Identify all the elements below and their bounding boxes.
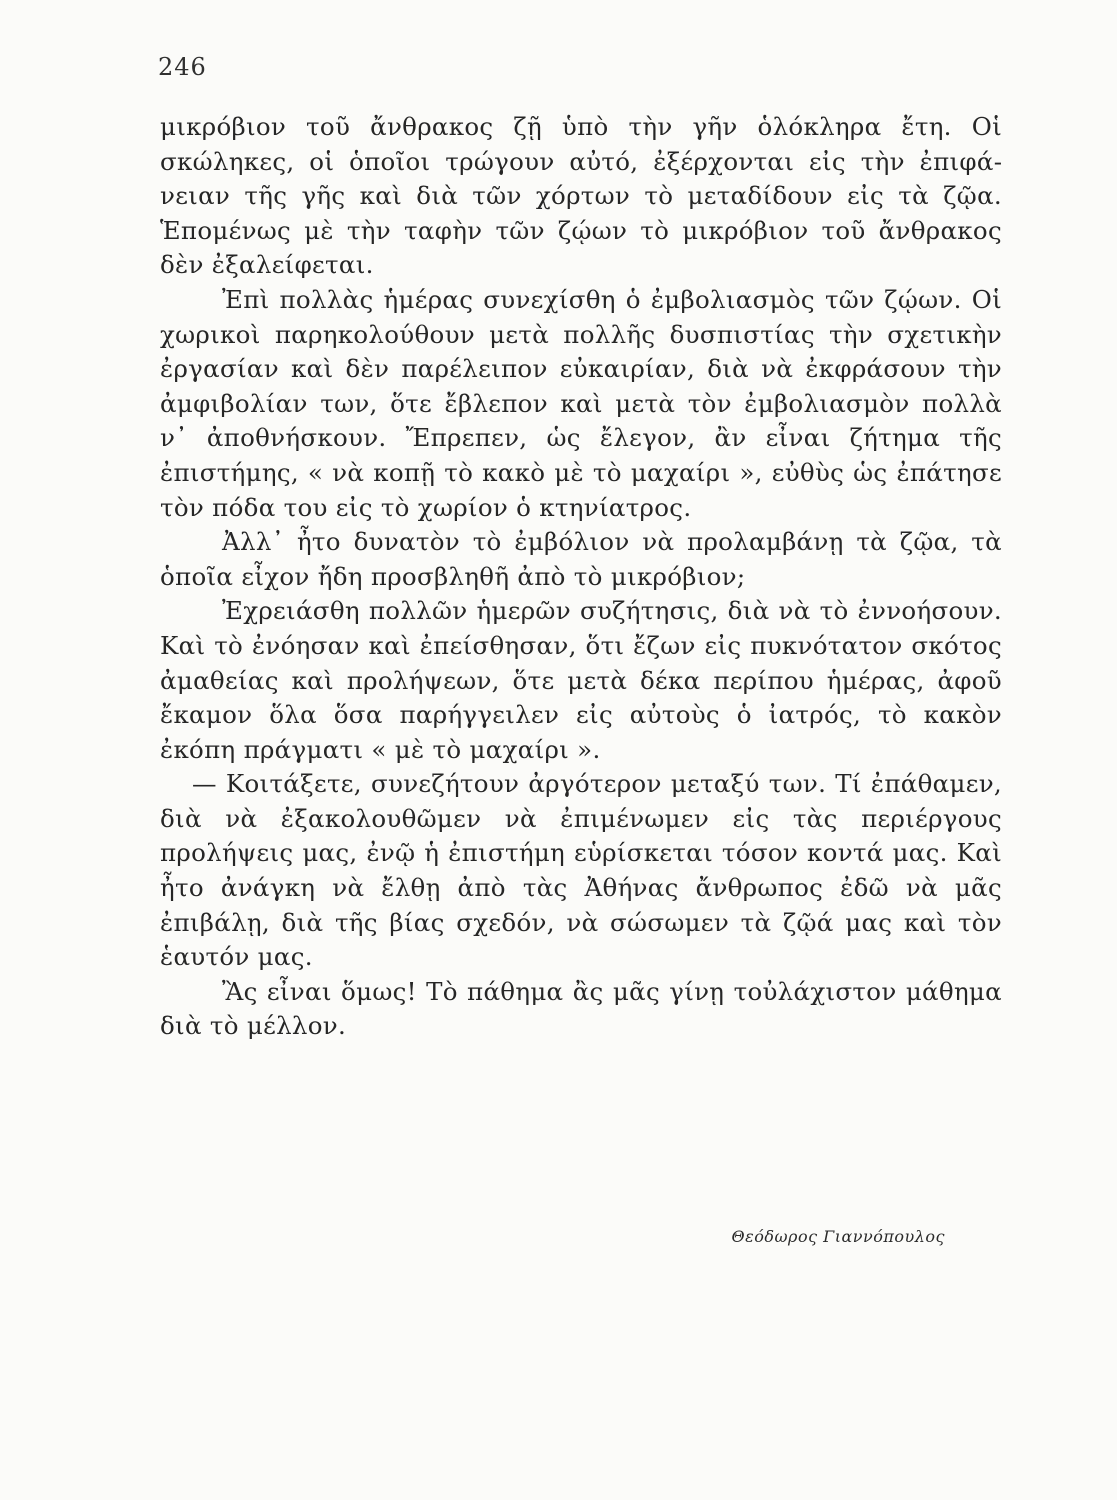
- page-body-text: [160, 110, 1002, 1044]
- paragraph-vaccine-question: Ἀλλ᾽ ἦτο δυνατὸν τὸ ἐμβόλιον νὰ προλαμβάνῃ τὰ ζῷα, τὰ ὁποῖα εἶχον ἤδη προσβληθῆ ἀπὸ τὸ μικρόβιον;: [160, 527, 1002, 591]
- paragraph-understanding: Ἐχρειάσθη πολλῶν ἡμερῶν συζήτησις, διὰ νὰ τὸ ἐννοήσουν. Καὶ τὸ ἐνόησαν καὶ ἐπείσθησαν, ὅτι ἔζων εἰς πυκνότατον σκότος ἀμαθείας καὶ προλήψεων, ὅτε μετὰ δέκα περίπου ἡμέρας, ἀφοῦ ἔκαμον ὅλα ὅσα παρήγγειλεν εἰς αὐτοὺς ὁ ἰατρός, τὸ κακὸν ἐκόπη πράγματι « μὲ τὸ μαχαίρι ».: [160, 596, 1002, 764]
- paragraph-anthrax-microbe: μικρόβιον τοῦ ἄνθρακος ζῇ ὑπὸ τὴν γῆν ὁλόκληρα ἔτη. Οἱ σκώληκες, οἱ ὁποῖοι τρώγουν αὐτό, ἐξέρχονται εἰς τὴν ἐπιφάνειαν τῆς γῆς καὶ διὰ τῶν χόρτων τὸ μεταδίδουν εἰς τὰ ζῷα. Ἑπομένως μὲ τὴν ταφὴν τῶν ζῴων τὸ μικρόβιον τοῦ ἄνθρακος δὲν ἐξαλείφεται.: [160, 112, 1002, 280]
- paragraph-closing-lesson: Ἂς εἶναι ὅμως! Τὸ πάθημα ἂς μᾶς γίνῃ τοὐλάχιστον μάθημα διὰ τὸ μέλλον.: [160, 976, 1002, 1041]
- page-number: 246: [158, 53, 207, 81]
- paragraph-vaccination-days: Ἐπὶ πολλὰς ἡμέρας συνεχίσθη ὁ ἐμβολιασμὸς τῶν ζῴων. Οἱ χωρικοὶ παρηκολούθουν μετὰ πολλῆς δυσπιστίας τὴν σχετικὴν ἐργασίαν καὶ δὲν παρέλειπον εὐκαιρίαν, διὰ νὰ ἐκφράσουν τὴν ἀμφιβολίαν των, ὅτε ἔβλεπον καὶ μετὰ τὸν ἐμβολιασμὸν πολλὰ ν᾽ ἀποθνήσκουν. Ἔπρεπεν, ὡς ἔλεγον, ἂν εἶναι ζήτημα τῆς ἐπιστήμης, « νὰ κοπῇ τὸ κακὸ μὲ τὸ μαχαίρι », εὐθὺς ὡς ἐπάτησε τὸν πόδα του εἰς τὸ χωρίον ὁ κτηνίατρος.: [160, 284, 1002, 522]
- author-signature: Θεόδωρος Γιαννόπουλος: [731, 1227, 945, 1246]
- paragraph-villagers-dialogue: — Κοιτάξετε, συνεζήτουν ἀργότερον μεταξύ των. Τί ἐπάθαμεν, διὰ νὰ ἐξακολουθῶμεν νὰ ἐπιμένωμεν εἰς τὰς περιέργους προλήψεις μας, ἐνῷ ἡ ἐπιστήμη εὑρίσκεται τόσον κοντά μας. Καὶ ἦτο ἀνάγκη νὰ ἔλθῃ ἀπὸ τὰς Ἀθήνας ἄνθρωπος ἐδῶ νὰ μᾶς ἐπιβάλῃ, διὰ τῆς βίας σχεδόν, νὰ σώσωμεν τὰ ζῷά μας καὶ τὸν ἑαυτόν μας.: [160, 769, 1002, 972]
